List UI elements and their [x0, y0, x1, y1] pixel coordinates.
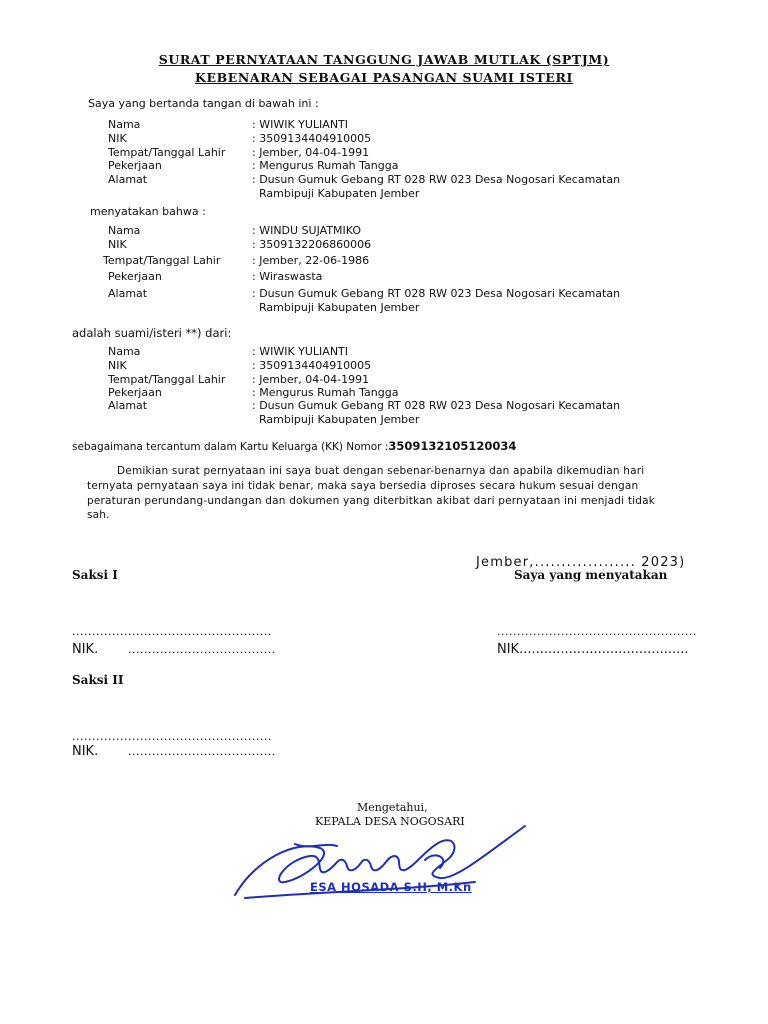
- person2-alamat-label: Alamat: [108, 287, 148, 300]
- saksi2-label: Saksi II: [72, 673, 124, 687]
- person3-nama-label: Nama: [108, 345, 141, 358]
- person2-alamat-line2: Rambipuji Kabupaten Jember: [259, 301, 420, 314]
- statement-line2: ternyata pernyataan saya ini tidak benar, maka saya bersedia diproses secara hukum sesuai dengan: [87, 480, 639, 492]
- saksi2-nik-label: NIK.: [72, 744, 99, 759]
- document-title-line2: KEBENARAN SEBAGAI PASANGAN SUAMI ISTERI: [195, 70, 573, 85]
- person3-alamat-label: Alamat: [108, 399, 148, 412]
- person3-nik-label: NIK: [108, 359, 127, 372]
- saksi1-nik-dots: .....................................: [128, 643, 276, 656]
- person2-nama-label: Nama: [108, 224, 141, 237]
- saya-menyatakan-label: Saya yang menyatakan: [514, 568, 668, 582]
- person2-pekerjaan-label: Pekerjaan: [108, 270, 162, 283]
- kk-text: sebagaimana tercantum dalam Kartu Keluarga (KK) Nomor :: [72, 441, 389, 453]
- person2-nik: : 3509132206860006: [252, 238, 372, 251]
- person1-pekerjaan-label: Pekerjaan: [108, 159, 162, 172]
- person1-pekerjaan: : Mengurus Rumah Tangga: [252, 159, 399, 172]
- person2-alamat-line1: : Dusun Gumuk Gebang RT 028 RW 023 Desa Nogosari Kecamatan: [252, 287, 621, 300]
- person1-ttl: : Jember, 04-04-1991: [252, 146, 370, 159]
- declarant-nik: NIK.........................................: [497, 642, 689, 657]
- saksi1-sign-line: ..................................................: [72, 625, 272, 638]
- statement-line4: sah.: [87, 509, 110, 521]
- person3-ttl-label: Tempat/Tanggal Lahir: [108, 373, 226, 386]
- date-line: Jember,................... 2023): [476, 555, 686, 570]
- kk-line: [72, 439, 516, 453]
- intro-text: Saya yang bertanda tangan di bawah ini :: [88, 97, 319, 110]
- document-title-line1: SURAT PERNYATAAN TANGGUNG JAWAB MUTLAK (SPTJM): [158, 52, 610, 67]
- person1-alamat-line2: Rambipuji Kabupaten Jember: [259, 187, 420, 200]
- person2-pekerjaan: : Wiraswasta: [252, 270, 323, 283]
- saksi1-label: Saksi I: [72, 568, 118, 582]
- saksi2-nik-dots: .....................................: [128, 745, 276, 758]
- person3-ttl: : Jember, 04-04-1991: [252, 373, 370, 386]
- saksi2-sign-line: ..................................................: [72, 730, 272, 743]
- person2-ttl: : Jember, 22-06-1986: [252, 254, 370, 267]
- person3-alamat-line1: : Dusun Gumuk Gebang RT 028 RW 023 Desa Nogosari Kecamatan: [252, 399, 621, 412]
- person1-alamat-label: Alamat: [108, 173, 148, 186]
- menyatakan-text: menyatakan bahwa :: [90, 205, 206, 218]
- kk-number: 3509132105120034: [388, 439, 517, 453]
- person3-alamat-line2: Rambipuji Kabupaten Jember: [259, 413, 420, 426]
- person1-nama-label: Nama: [108, 118, 141, 131]
- adalah-text: adalah suami/isteri **) dari:: [72, 326, 232, 340]
- statement-line3: peraturan perundang-undangan dan dokumen yang diterbitkan akibat dari pernyataan ini menjadi tidak: [87, 495, 656, 507]
- kepala-desa-title: KEPALA DESA NOGOSARI: [315, 815, 465, 828]
- person3-nik: : 3509134404910005: [252, 359, 372, 372]
- statement-line1: Demikian surat pernyataan ini saya buat dengan sebenar-benarnya dan apabila dikemudian hari: [117, 465, 645, 477]
- kepala-desa-name: ESA HOSADA S.H, M.Kn: [310, 880, 472, 894]
- kepala-desa-signature: [225, 820, 535, 910]
- person1-nik-label: NIK: [108, 132, 127, 145]
- person1-nama: : WIWIK YULIANTI: [252, 118, 349, 131]
- person2-nama: : WINDU SUJATMIKO: [252, 224, 362, 237]
- person3-pekerjaan-label: Pekerjaan: [108, 386, 162, 399]
- saksi1-nik-label: NIK.: [72, 642, 99, 657]
- person1-nik: : 3509134404910005: [252, 132, 372, 145]
- person1-ttl-label: Tempat/Tanggal Lahir: [108, 146, 226, 159]
- person3-pekerjaan: : Mengurus Rumah Tangga: [252, 386, 399, 399]
- mengetahui-text: Mengetahui,: [357, 801, 428, 814]
- person2-ttl-label: Tempat/Tanggal Lahir: [103, 254, 221, 267]
- declarant-sign-line: ..................................................: [497, 625, 697, 638]
- person3-nama: : WIWIK YULIANTI: [252, 345, 349, 358]
- person1-alamat-line1: : Dusun Gumuk Gebang RT 028 RW 023 Desa Nogosari Kecamatan: [252, 173, 621, 186]
- person2-nik-label: NIK: [108, 238, 127, 251]
